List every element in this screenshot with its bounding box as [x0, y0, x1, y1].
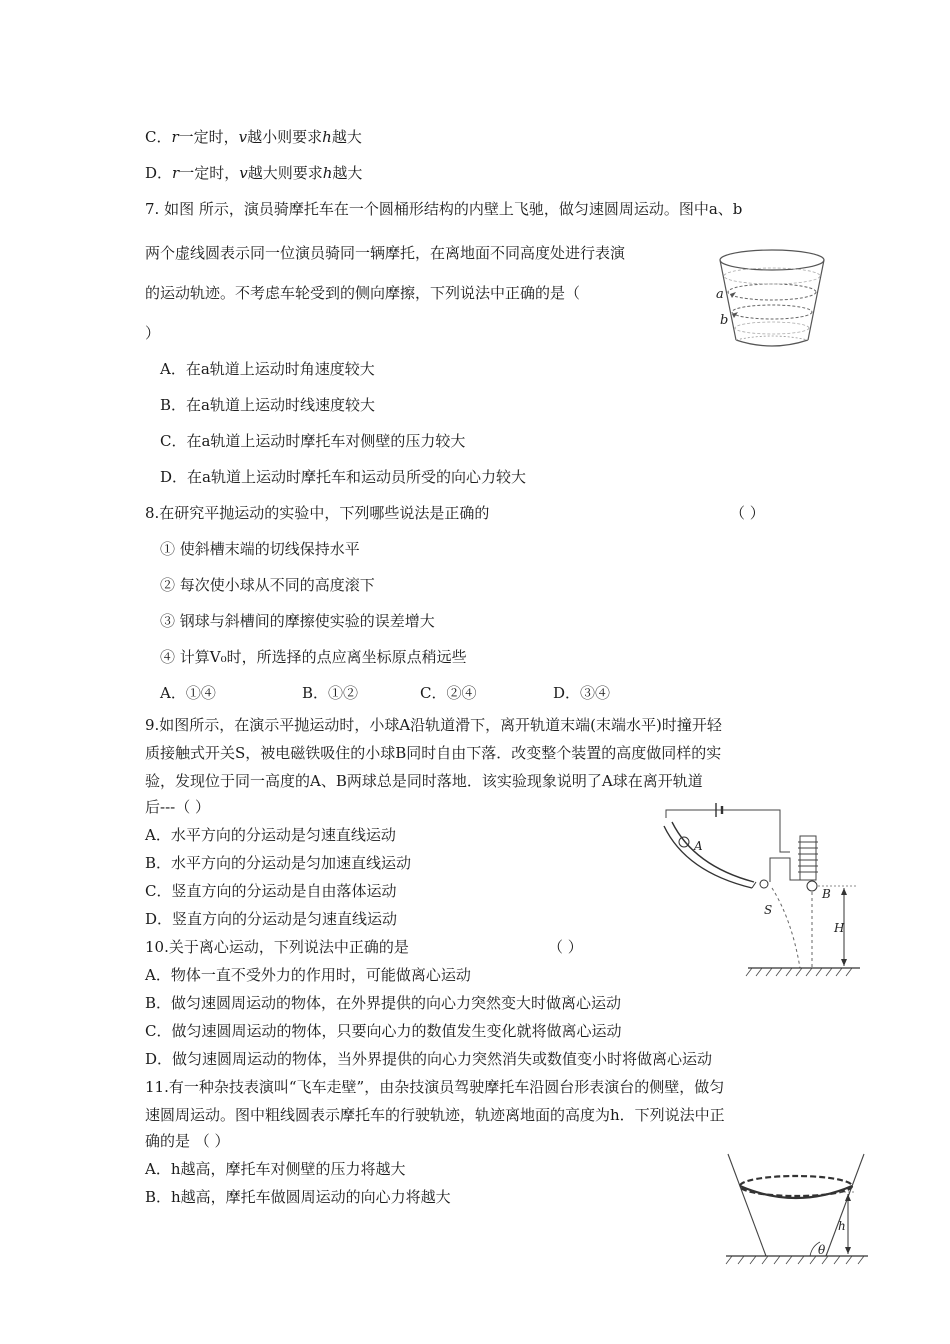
- bucket-bottom: [736, 340, 808, 346]
- electromagnet-coil: [800, 836, 816, 880]
- bucket-right-wall: [808, 260, 824, 340]
- q6-option-c-text1: 一定时，: [178, 128, 239, 146]
- q6-option-c: [145, 128, 362, 146]
- q9-apparatus-figure: [660, 800, 865, 980]
- label-ball-a: A: [694, 839, 703, 853]
- var-v: v: [239, 164, 248, 182]
- q8-option-c: C．②④: [420, 684, 477, 702]
- q7-bucket-figure: [712, 244, 832, 356]
- label-height-h: H: [834, 921, 845, 935]
- var-r: r: [172, 164, 180, 182]
- q11-stem-line1: 11.有一种杂技表演叫“飞车走壁”，由杂技演员驾驶摩托车沿圆台形表演台的侧壁，做匀: [145, 1078, 725, 1096]
- q8-item-1: ① 使斜槽末端的切线保持水平: [160, 540, 360, 558]
- q8-item-3: ③ 钢球与斜槽间的摩擦使实验的误差增大: [160, 612, 435, 630]
- switch-wire: [770, 858, 800, 882]
- curved-track-inner: [672, 822, 754, 882]
- q7-stem-line2: 两个虚线圆表示同一位演员骑同一辆摩托，在离地面不同高度处进行表演: [145, 244, 626, 262]
- label-theta: θ: [818, 1243, 826, 1257]
- q10-stem: 10.关于离心运动，下列说法中正确的是: [145, 938, 409, 956]
- q8-option-a: A．①④: [160, 684, 216, 702]
- q8-stem: 8.在研究平抛运动的实验中，下列哪些说法是正确的: [145, 504, 490, 522]
- q6-option-d-text3: 越大: [332, 164, 363, 182]
- label-a: a: [716, 287, 724, 302]
- arrow-a: [730, 292, 736, 298]
- height-arrow-head-bottom: [845, 1247, 851, 1254]
- track-b-ellipse: [732, 305, 812, 319]
- ground-hatching: [746, 968, 852, 976]
- track-low-ellipse: [735, 322, 809, 334]
- height-arrow-head-top: [841, 888, 847, 895]
- cone-left-wall: [728, 1154, 766, 1256]
- q6-option-c-prefix: C．: [145, 128, 172, 146]
- q7-stem-line4: ）: [145, 324, 161, 342]
- q8-answer-paren: （ ）: [730, 504, 765, 522]
- ball-b: [807, 881, 817, 891]
- ball-a: [679, 837, 689, 847]
- q8-item-4: ④ 计算V₀时，所选择的点应离坐标原点稍远些: [160, 648, 467, 666]
- var-h: h: [322, 128, 332, 146]
- q10-option-a: A．物体一直不受外力的作用时，可能做离心运动: [145, 966, 471, 984]
- q10-option-d: D．做匀速圆周运动的物体，当外界提供的向心力突然消失或数值变小时将做离心运动: [145, 1050, 713, 1068]
- bucket-rim: [720, 250, 824, 270]
- q10-option-b: B．做匀速圆周运动的物体，在外界提供的向心力突然变大时做离心运动: [145, 994, 622, 1012]
- q6-option-c-text2: 越小则要求: [247, 128, 323, 146]
- q9-stem-line3: 验，发现位于同一高度的A、B两球总是同时落地．该实验现象说明了A球在离开轨道: [145, 772, 703, 790]
- var-v: v: [238, 128, 248, 146]
- label-ball-b: B: [822, 887, 831, 901]
- q8-option-b: B．①②: [302, 684, 359, 702]
- var-h: h: [322, 164, 333, 182]
- q11-cone-figure: [722, 1150, 872, 1270]
- q9-stem-line2: 质接触式开关S，被电磁铁吸住的小球B同时自由下落．改变整个装置的高度做同样的实: [145, 744, 722, 762]
- q6-option-d-prefix: D．: [145, 164, 173, 182]
- q6-option-c-text3: 越大: [331, 128, 362, 146]
- q9-option-a: A．水平方向的分运动是匀速直线运动: [145, 826, 396, 844]
- q9-stem-line1: 9.如图所示，在演示平抛运动时，小球A沿轨道滑下，离开轨道末端(末端水平)时撞开轻: [145, 716, 722, 734]
- q10-option-c: C．做匀速圆周运动的物体，只要向心力的数值发生变化就将做离心运动: [145, 1022, 622, 1040]
- label-b: b: [720, 313, 729, 328]
- label-height-h: h: [838, 1219, 846, 1233]
- circuit-wire: [666, 810, 790, 852]
- q11-stem-line3: 确的是 （ ）: [145, 1132, 230, 1150]
- q8-option-d: D．③④: [553, 684, 611, 702]
- q9-stem-line4: 后---（ ）: [145, 798, 210, 816]
- q7-option-b: B．在a轨道上运动时线速度较大: [160, 396, 375, 414]
- q10-answer-paren: （ ）: [548, 938, 583, 956]
- q8-item-2: ② 每次使小球从不同的高度滚下: [160, 576, 375, 594]
- track-a-ellipse: [728, 284, 816, 300]
- q9-option-b: B．水平方向的分运动是匀加速直线运动: [145, 854, 412, 872]
- label-switch-s: S: [764, 903, 773, 917]
- ground-hatching: [726, 1256, 864, 1264]
- q7-stem-line1: 7. 如图 所示，演员骑摩托车在一个圆桶形结构的内壁上飞驰，做匀速圆周运动。图中a、b: [145, 200, 743, 218]
- switch-s-contact: [760, 880, 768, 888]
- curved-track-outer: [664, 826, 752, 888]
- q6-option-d-text1: 一定时，: [179, 164, 240, 182]
- q6-option-d-text2: 越大则要求: [247, 164, 323, 182]
- bucket-bottom-back: [736, 336, 808, 340]
- height-arrow-head-bottom: [841, 959, 847, 966]
- q6-option-d: [145, 164, 362, 182]
- q11-stem-line2: 速圆周运动。图中粗线圆表示摩托车的行驶轨迹，轨迹离地面的高度为h．下列说法中正: [145, 1106, 725, 1124]
- var-r: r: [171, 128, 179, 146]
- q7-option-c: C．在a轨道上运动时摩托车对侧壁的压力较大: [160, 432, 466, 450]
- q9-option-c: C．竖直方向的分运动是自由落体运动: [145, 882, 397, 900]
- q7-option-d: D．在a轨道上运动时摩托车和运动员所受的向心力较大: [160, 468, 526, 486]
- track-end: [752, 882, 756, 888]
- q7-stem-line3: 的运动轨迹。不考虑车轮受到的侧向摩擦，下列说法中正确的是（: [145, 284, 581, 302]
- trajectory-a: [772, 888, 800, 968]
- height-arrow-head-top: [845, 1194, 851, 1201]
- q9-option-d: D．竖直方向的分运动是匀速直线运动: [145, 910, 398, 928]
- q7-option-a: A．在a轨道上运动时角速度较大: [160, 360, 375, 378]
- q11-option-b: B．h越高，摩托车做圆周运动的向心力将越大: [145, 1188, 451, 1206]
- q11-option-a: A．h越高，摩托车对侧壁的压力将越大: [145, 1160, 406, 1178]
- cone-right-wall: [826, 1154, 864, 1256]
